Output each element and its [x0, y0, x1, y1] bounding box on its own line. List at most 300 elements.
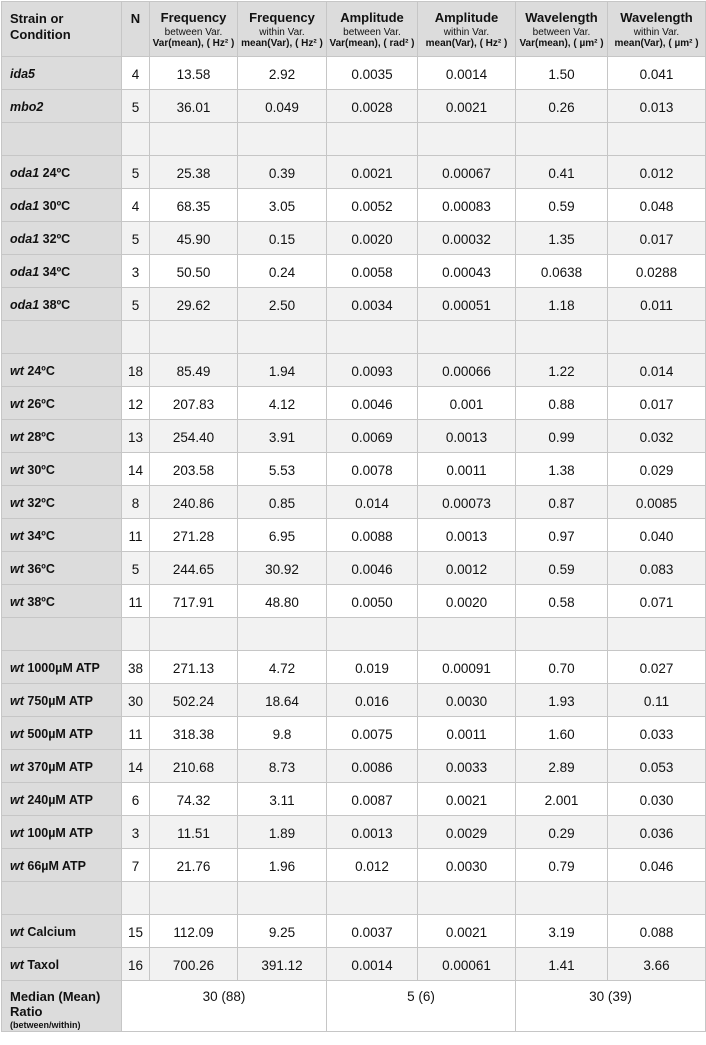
spacer-cell: [238, 123, 327, 156]
value-cell: 0.048: [608, 189, 706, 222]
condition-label: 30ºC: [23, 463, 55, 477]
spacer-row: [2, 321, 706, 354]
value-cell: 0.036: [608, 816, 706, 849]
value-cell: 0.0033: [418, 750, 516, 783]
header-row: [2, 2, 706, 57]
condition-label: 240µM ATP: [23, 793, 93, 807]
value-cell: 0.0075: [327, 717, 418, 750]
spacer-cell: [516, 618, 608, 651]
table-row: [2, 57, 706, 90]
table-row: [2, 354, 706, 387]
spacer-cell: [122, 618, 150, 651]
header-wave-within: Wavelength within Var. mean(Var), ( µm² ): [608, 2, 706, 57]
value-cell: 25.38: [150, 156, 238, 189]
strain-name: wt: [10, 397, 24, 411]
value-cell: 0.0050: [327, 585, 418, 618]
spacer-cell: [418, 321, 516, 354]
value-cell: 0.24: [238, 255, 327, 288]
value-cell: 0.0034: [327, 288, 418, 321]
strain-cell: [2, 387, 122, 420]
value-cell: 0.0014: [327, 948, 418, 981]
spacer-cell: [2, 618, 122, 651]
n-cell: 18: [122, 354, 150, 387]
table-row: [2, 222, 706, 255]
value-cell: 2.89: [516, 750, 608, 783]
strain-name: wt: [10, 463, 24, 477]
value-cell: 1.18: [516, 288, 608, 321]
value-cell: 0.017: [608, 387, 706, 420]
value-cell: 0.0029: [418, 816, 516, 849]
table-row: [2, 387, 706, 420]
table-row: [2, 717, 706, 750]
value-cell: 0.29: [516, 816, 608, 849]
strain-cell: [2, 750, 122, 783]
value-cell: 244.65: [150, 552, 238, 585]
strain-cell: [2, 816, 122, 849]
condition-label: Taxol: [23, 958, 60, 972]
strain-cell: [2, 585, 122, 618]
table-row: [2, 156, 706, 189]
spacer-cell: [238, 321, 327, 354]
strain-name: wt: [10, 760, 24, 774]
value-cell: 0.00051: [418, 288, 516, 321]
value-cell: 0.0052: [327, 189, 418, 222]
spacer-cell: [608, 618, 706, 651]
value-cell: 0.00067: [418, 156, 516, 189]
condition-label: 28ºC: [23, 430, 55, 444]
table-row: [2, 585, 706, 618]
value-cell: 0.0013: [418, 519, 516, 552]
value-cell: 0.032: [608, 420, 706, 453]
value-cell: 0.030: [608, 783, 706, 816]
spacer-row: [2, 123, 706, 156]
n-cell: 4: [122, 57, 150, 90]
value-cell: 0.012: [327, 849, 418, 882]
table-row: [2, 783, 706, 816]
value-cell: 1.89: [238, 816, 327, 849]
value-cell: 0.0013: [327, 816, 418, 849]
value-cell: 0.011: [608, 288, 706, 321]
spacer-cell: [2, 321, 122, 354]
value-cell: 0.041: [608, 57, 706, 90]
strain-name: wt: [10, 661, 24, 675]
strain-name: wt: [10, 793, 24, 807]
table-row: [2, 453, 706, 486]
n-cell: 11: [122, 717, 150, 750]
strain-cell: [2, 948, 122, 981]
strain-name: oda1: [10, 232, 40, 246]
value-cell: 0.0638: [516, 255, 608, 288]
variance-table: [1, 1, 706, 1032]
spacer-cell: [516, 123, 608, 156]
table-row: [2, 90, 706, 123]
n-cell: 5: [122, 156, 150, 189]
spacer-cell: [516, 321, 608, 354]
value-cell: 2.50: [238, 288, 327, 321]
value-cell: 0.014: [608, 354, 706, 387]
value-cell: 0.59: [516, 189, 608, 222]
value-cell: 0.85: [238, 486, 327, 519]
value-cell: 0.0078: [327, 453, 418, 486]
value-cell: 0.00043: [418, 255, 516, 288]
value-cell: 0.0020: [327, 222, 418, 255]
strain-cell: [2, 519, 122, 552]
spacer-cell: [327, 123, 418, 156]
value-cell: 0.0069: [327, 420, 418, 453]
value-cell: 74.32: [150, 783, 238, 816]
value-cell: 4.12: [238, 387, 327, 420]
value-cell: 36.01: [150, 90, 238, 123]
value-cell: 85.49: [150, 354, 238, 387]
value-cell: 18.64: [238, 684, 327, 717]
spacer-cell: [608, 882, 706, 915]
value-cell: 0.0035: [327, 57, 418, 90]
strain-name: oda1: [10, 265, 40, 279]
spacer-cell: [150, 882, 238, 915]
value-cell: 29.62: [150, 288, 238, 321]
footer-label: Median (Mean) Ratio (between/within): [2, 981, 122, 1032]
table-row: [2, 486, 706, 519]
condition-label: 66µM ATP: [23, 859, 86, 873]
spacer-cell: [327, 321, 418, 354]
value-cell: 0.017: [608, 222, 706, 255]
n-cell: 5: [122, 552, 150, 585]
value-cell: 0.029: [608, 453, 706, 486]
value-cell: 1.41: [516, 948, 608, 981]
value-cell: 0.019: [327, 651, 418, 684]
n-cell: 15: [122, 915, 150, 948]
value-cell: 5.53: [238, 453, 327, 486]
value-cell: 0.97: [516, 519, 608, 552]
n-cell: 7: [122, 849, 150, 882]
spacer-cell: [122, 123, 150, 156]
value-cell: 0.58: [516, 585, 608, 618]
value-cell: 0.0046: [327, 552, 418, 585]
spacer-cell: [418, 123, 516, 156]
n-cell: 5: [122, 222, 150, 255]
value-cell: 50.50: [150, 255, 238, 288]
strain-name: oda1: [10, 166, 40, 180]
n-cell: 8: [122, 486, 150, 519]
spacer-row: [2, 882, 706, 915]
strain-cell: [2, 552, 122, 585]
condition-label: 1000µM ATP: [23, 661, 100, 675]
value-cell: 0.0058: [327, 255, 418, 288]
header-freq-within: Frequency within Var. mean(Var), ( Hz² ): [238, 2, 327, 57]
value-cell: 3.19: [516, 915, 608, 948]
n-cell: 5: [122, 288, 150, 321]
footer-wavelength-ratio: 30 (39): [516, 981, 706, 1032]
value-cell: 0.0088: [327, 519, 418, 552]
n-cell: 14: [122, 750, 150, 783]
value-cell: 0.083: [608, 552, 706, 585]
value-cell: 3.91: [238, 420, 327, 453]
strain-name: wt: [10, 364, 24, 378]
n-cell: 38: [122, 651, 150, 684]
strain-name: wt: [10, 496, 24, 510]
n-cell: 14: [122, 453, 150, 486]
value-cell: 9.8: [238, 717, 327, 750]
strain-cell: [2, 453, 122, 486]
strain-cell: [2, 354, 122, 387]
value-cell: 0.0021: [418, 783, 516, 816]
strain-cell: [2, 849, 122, 882]
condition-label: 34ºC: [39, 265, 71, 279]
table-row: [2, 948, 706, 981]
value-cell: 0.39: [238, 156, 327, 189]
value-cell: 2.001: [516, 783, 608, 816]
table-row: [2, 849, 706, 882]
value-cell: 0.00061: [418, 948, 516, 981]
value-cell: 3.66: [608, 948, 706, 981]
strain-name: wt: [10, 694, 24, 708]
value-cell: 271.13: [150, 651, 238, 684]
header-strain: Strain or Condition: [2, 2, 122, 57]
value-cell: 0.033: [608, 717, 706, 750]
value-cell: 11.51: [150, 816, 238, 849]
value-cell: 0.0288: [608, 255, 706, 288]
value-cell: 112.09: [150, 915, 238, 948]
spacer-cell: [418, 882, 516, 915]
table-row: [2, 420, 706, 453]
value-cell: 0.0085: [608, 486, 706, 519]
strain-cell: [2, 189, 122, 222]
value-cell: 3.05: [238, 189, 327, 222]
value-cell: 1.94: [238, 354, 327, 387]
spacer-cell: [327, 882, 418, 915]
spacer-cell: [238, 882, 327, 915]
n-cell: 4: [122, 189, 150, 222]
header-amp-within: Amplitude within Var. mean(Var), ( Hz² ): [418, 2, 516, 57]
value-cell: 0.016: [327, 684, 418, 717]
strain-cell: [2, 717, 122, 750]
value-cell: 0.00073: [418, 486, 516, 519]
value-cell: 0.012: [608, 156, 706, 189]
value-cell: 0.001: [418, 387, 516, 420]
n-cell: 11: [122, 585, 150, 618]
value-cell: 717.91: [150, 585, 238, 618]
n-cell: 3: [122, 255, 150, 288]
strain-name: wt: [10, 859, 24, 873]
value-cell: 0.88: [516, 387, 608, 420]
spacer-cell: [418, 618, 516, 651]
value-cell: 13.58: [150, 57, 238, 90]
value-cell: 3.11: [238, 783, 327, 816]
value-cell: 8.73: [238, 750, 327, 783]
value-cell: 700.26: [150, 948, 238, 981]
strain-name: wt: [10, 430, 24, 444]
spacer-cell: [608, 123, 706, 156]
value-cell: 6.95: [238, 519, 327, 552]
spacer-cell: [150, 618, 238, 651]
value-cell: 240.86: [150, 486, 238, 519]
strain-cell: [2, 783, 122, 816]
strain-name: wt: [10, 529, 24, 543]
condition-label: 36ºC: [23, 562, 55, 576]
value-cell: 1.50: [516, 57, 608, 90]
n-cell: 5: [122, 90, 150, 123]
strain-name: wt: [10, 562, 24, 576]
condition-label: 370µM ATP: [23, 760, 93, 774]
value-cell: 0.071: [608, 585, 706, 618]
value-cell: 203.58: [150, 453, 238, 486]
value-cell: 0.0021: [418, 915, 516, 948]
value-cell: 210.68: [150, 750, 238, 783]
value-cell: 318.38: [150, 717, 238, 750]
value-cell: 0.00066: [418, 354, 516, 387]
strain-cell: [2, 915, 122, 948]
n-cell: 6: [122, 783, 150, 816]
strain-cell: [2, 486, 122, 519]
spacer-cell: [2, 882, 122, 915]
value-cell: 0.049: [238, 90, 327, 123]
n-cell: 13: [122, 420, 150, 453]
value-cell: 0.0021: [418, 90, 516, 123]
strain-name: wt: [10, 958, 24, 972]
value-cell: 254.40: [150, 420, 238, 453]
spacer-cell: [150, 321, 238, 354]
spacer-cell: [2, 123, 122, 156]
value-cell: 0.088: [608, 915, 706, 948]
strain-name: wt: [10, 925, 24, 939]
strain-name: mbo2: [10, 100, 44, 114]
spacer-cell: [516, 882, 608, 915]
strain-cell: [2, 651, 122, 684]
value-cell: 0.0021: [327, 156, 418, 189]
condition-label: 32ºC: [39, 232, 71, 246]
value-cell: 0.00083: [418, 189, 516, 222]
value-cell: 0.0086: [327, 750, 418, 783]
table-row: [2, 651, 706, 684]
header-freq-between: Frequency between Var. Var(mean), ( Hz² ): [150, 2, 238, 57]
spacer-cell: [327, 618, 418, 651]
value-cell: 0.0011: [418, 453, 516, 486]
strain-cell: [2, 255, 122, 288]
strain-name: wt: [10, 826, 24, 840]
value-cell: 0.70: [516, 651, 608, 684]
header-wave-between: Wavelength between Var. Var(mean), ( µm² ): [516, 2, 608, 57]
header-amp-between: Amplitude between Var. Var(mean), ( rad² ): [327, 2, 418, 57]
value-cell: 0.41: [516, 156, 608, 189]
value-cell: 0.0013: [418, 420, 516, 453]
condition-label: 26ºC: [23, 397, 55, 411]
value-cell: 0.046: [608, 849, 706, 882]
value-cell: 0.013: [608, 90, 706, 123]
value-cell: 68.35: [150, 189, 238, 222]
value-cell: 1.22: [516, 354, 608, 387]
header-n: N: [122, 2, 150, 57]
condition-label: 32ºC: [23, 496, 55, 510]
value-cell: 0.79: [516, 849, 608, 882]
value-cell: 4.72: [238, 651, 327, 684]
value-cell: 0.0037: [327, 915, 418, 948]
condition-label: 24ºC: [23, 364, 55, 378]
strain-name: wt: [10, 727, 24, 741]
footer-amplitude-ratio: 5 (6): [327, 981, 516, 1032]
n-cell: 16: [122, 948, 150, 981]
value-cell: 1.38: [516, 453, 608, 486]
condition-label: 38ºC: [39, 298, 71, 312]
n-cell: 11: [122, 519, 150, 552]
condition-label: 24ºC: [39, 166, 71, 180]
value-cell: 0.0093: [327, 354, 418, 387]
value-cell: 9.25: [238, 915, 327, 948]
condition-label: Calcium: [23, 925, 76, 939]
table-row: [2, 915, 706, 948]
value-cell: 1.96: [238, 849, 327, 882]
value-cell: 0.0028: [327, 90, 418, 123]
strain-cell: [2, 156, 122, 189]
spacer-row: [2, 618, 706, 651]
condition-label: 34ºC: [23, 529, 55, 543]
value-cell: 502.24: [150, 684, 238, 717]
value-cell: 45.90: [150, 222, 238, 255]
value-cell: 21.76: [150, 849, 238, 882]
strain-name: wt: [10, 595, 24, 609]
value-cell: 0.59: [516, 552, 608, 585]
table-row: [2, 519, 706, 552]
n-cell: 12: [122, 387, 150, 420]
value-cell: 0.014: [327, 486, 418, 519]
table-row: [2, 750, 706, 783]
value-cell: 1.35: [516, 222, 608, 255]
value-cell: 0.040: [608, 519, 706, 552]
strain-name: oda1: [10, 298, 40, 312]
value-cell: 0.0014: [418, 57, 516, 90]
n-cell: 3: [122, 816, 150, 849]
value-cell: 0.0030: [418, 849, 516, 882]
value-cell: 0.0046: [327, 387, 418, 420]
value-cell: 0.0087: [327, 783, 418, 816]
table-row: [2, 816, 706, 849]
value-cell: 0.99: [516, 420, 608, 453]
value-cell: 207.83: [150, 387, 238, 420]
condition-label: 38ºC: [23, 595, 55, 609]
spacer-cell: [122, 882, 150, 915]
value-cell: 0.11: [608, 684, 706, 717]
value-cell: 2.92: [238, 57, 327, 90]
strain-cell: [2, 90, 122, 123]
table-row: [2, 288, 706, 321]
value-cell: 48.80: [238, 585, 327, 618]
strain-name: ida5: [10, 67, 36, 81]
condition-label: 30ºC: [39, 199, 71, 213]
value-cell: 1.60: [516, 717, 608, 750]
value-cell: 0.0012: [418, 552, 516, 585]
value-cell: 1.93: [516, 684, 608, 717]
condition-label: 750µM ATP: [23, 694, 93, 708]
strain-cell: [2, 684, 122, 717]
value-cell: 391.12: [238, 948, 327, 981]
table-row: [2, 552, 706, 585]
value-cell: 0.0020: [418, 585, 516, 618]
spacer-cell: [238, 618, 327, 651]
n-cell: 30: [122, 684, 150, 717]
spacer-cell: [122, 321, 150, 354]
value-cell: 0.87: [516, 486, 608, 519]
value-cell: 0.0030: [418, 684, 516, 717]
value-cell: 0.0011: [418, 717, 516, 750]
condition-label: 500µM ATP: [23, 727, 93, 741]
value-cell: 0.15: [238, 222, 327, 255]
value-cell: 0.053: [608, 750, 706, 783]
value-cell: 0.26: [516, 90, 608, 123]
value-cell: 0.00091: [418, 651, 516, 684]
value-cell: 0.027: [608, 651, 706, 684]
value-cell: 0.00032: [418, 222, 516, 255]
footer-frequency-ratio: 30 (88): [122, 981, 327, 1032]
strain-cell: [2, 288, 122, 321]
